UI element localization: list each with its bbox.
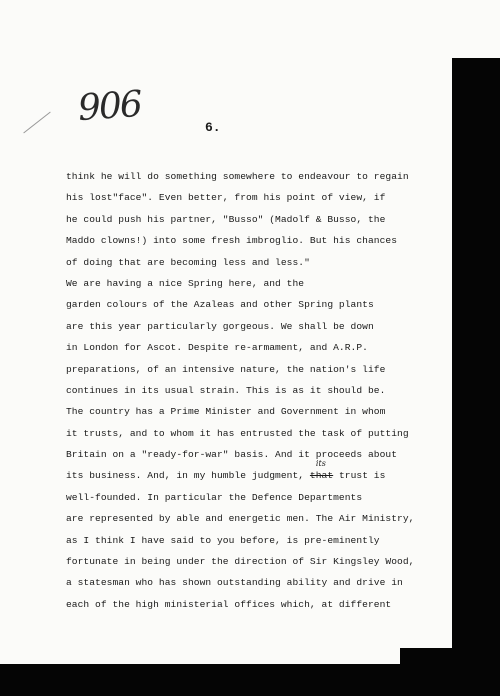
text-line: well-founded. In particular the Defence Departments xyxy=(66,491,363,503)
text-line: are represented by able and energetic men. The Air Ministry, xyxy=(66,513,415,525)
struck-word: that xyxy=(309,470,334,482)
text-line: preparations, of an intensive nature, the nation's life xyxy=(66,363,386,375)
text-line: garden colours of the Azaleas and other Spring plants xyxy=(66,299,374,311)
text-line: Britain on a "ready-for-war" basis. And it proceeds about xyxy=(66,449,398,461)
pencil-mark xyxy=(23,112,50,134)
text-line-start: its business. And, in my humble judgment, xyxy=(66,470,305,482)
text-line: The country has a Prime Minister and Government in whom xyxy=(66,406,386,418)
text-line: as I think I have said to you before, is pre-eminently xyxy=(66,534,380,546)
text-line: of doing that are becoming less and less." xyxy=(66,256,310,268)
text-line: fortunate in being under the direction of Sir Kingsley Wood, xyxy=(66,556,415,568)
text-line: are this year particularly gorgeous. We shall be down xyxy=(66,320,374,332)
text-line: Maddo clowns!) into some fresh imbroglio. But his chances xyxy=(66,235,398,247)
page-number: 6. xyxy=(205,120,221,135)
text-line-end: trust is xyxy=(333,470,386,482)
text-line: a statesman who has shown outstanding ability and drive in xyxy=(66,577,403,589)
text-line: it trusts, and to whom it has entrusted the task of putting xyxy=(66,427,409,439)
scan-border-right xyxy=(452,58,500,648)
handwritten-correction: its xyxy=(315,459,326,469)
letter-body xyxy=(66,166,450,615)
text-line-with-correction xyxy=(66,459,450,486)
text-line: his lost"face". Even better, from his point of view, if xyxy=(66,192,386,204)
scan-border-bottom xyxy=(0,664,500,696)
handwritten-folio-number: 906 xyxy=(76,83,143,130)
text-line: he could push his partner, "Busso" (Madolf & Busso, the xyxy=(66,213,386,225)
text-line: in London for Ascot. Despite re-armament, and A.R.P. xyxy=(66,342,368,354)
corrected-word xyxy=(309,459,334,482)
text-line: We are having a nice Spring here, and the xyxy=(66,277,305,289)
text-line: continues in its usual strain. This is as it should be. xyxy=(66,384,386,396)
text-line: each of the high ministerial offices which, at different xyxy=(66,598,392,610)
text-line: think he will do something somewhere to endeavour to regain xyxy=(66,171,409,182)
